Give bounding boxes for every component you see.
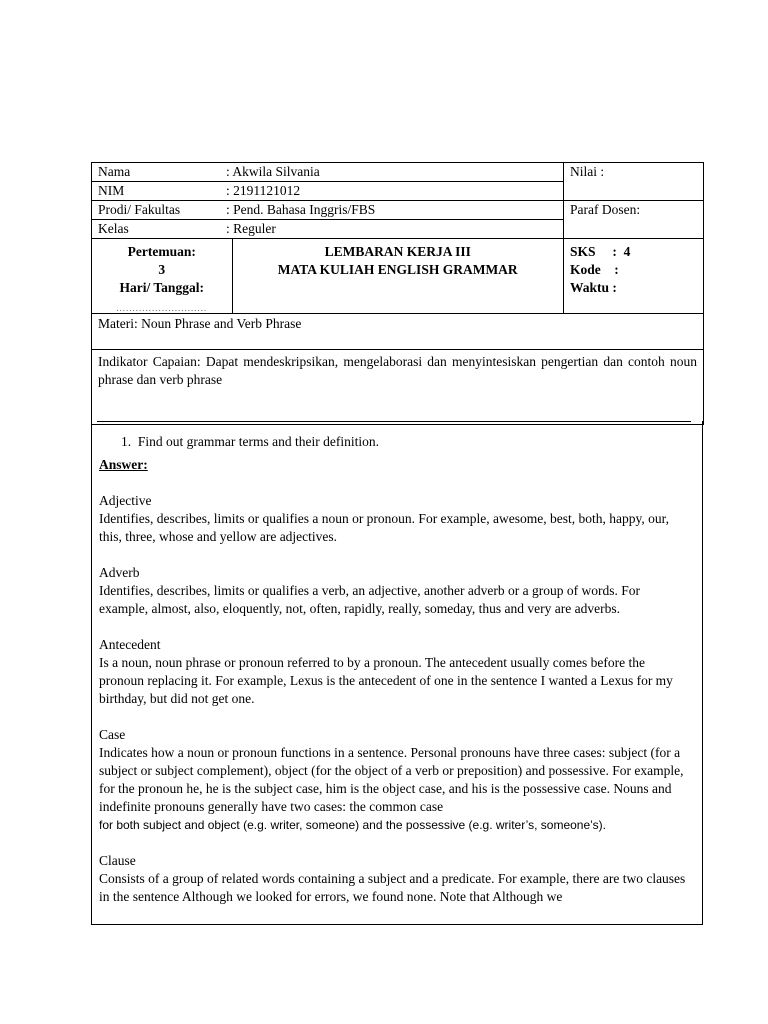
term-definition: Identifies, describes, limits or qualifies a noun or pronoun. For example, awesome, best, both, happy, our, this, three, whose and yellow are adjectives. xyxy=(99,511,669,544)
nama-value: : Akwila Silvania xyxy=(226,164,320,179)
title-row xyxy=(92,239,564,314)
question-number: 1. xyxy=(121,434,132,449)
term-clause xyxy=(99,852,688,906)
nilai-cell xyxy=(564,163,704,201)
term-title: Adverb xyxy=(99,565,140,580)
paraf-label: Paraf Dosen: xyxy=(570,202,641,217)
term-title: Clause xyxy=(99,853,136,868)
nim-value: : 2191121012 xyxy=(226,183,301,198)
term-definition: Is a noun, noun phrase or pronoun referred to by a pronoun. The antecedent usually comes before the pronoun replacing it. For example, Lexus is the antecedent of one in the sentence I wanted a Lexus for my birthday, but did not get one. xyxy=(99,655,673,706)
term-definition: Identifies, describes, limits or qualifies a verb, an adjective, another adverb or a group of words. For example, almost, also, eloquently, not, often, rapidly, really, someday, thus and very are adverbs. xyxy=(99,583,640,616)
answer-heading: Answer: xyxy=(99,457,148,472)
indikator-text: Indikator Capaian: Dapat mendeskripsikan, mengelaborasi dan menyintesiskan pengertian dan contoh noun phrase dan verb phrase xyxy=(98,354,697,387)
course-title: MATA KULIAH ENGLISH GRAMMAR xyxy=(277,262,518,277)
term-title: Antecedent xyxy=(99,637,161,652)
term-definition-tail: for both subject and object (e.g. writer, someone) and the possessive (e.g. writer’s, someone’s). xyxy=(99,818,606,832)
term-adjective xyxy=(99,492,688,546)
title-cell xyxy=(232,239,563,313)
sks-label: SKS : 4 xyxy=(570,244,631,259)
term-adverb xyxy=(99,564,688,618)
waktu-label: Waktu : xyxy=(570,280,617,295)
kelas-row xyxy=(92,220,564,239)
prodi-label: Prodi/ Fakultas xyxy=(98,202,181,217)
nim-row xyxy=(92,182,564,201)
nim-label: NIM xyxy=(98,183,125,198)
question-text: Find out grammar terms and their definition. xyxy=(137,434,379,449)
nama-label: Nama xyxy=(98,164,131,179)
kelas-value: : Reguler xyxy=(226,221,276,236)
worksheet-title: LEMBARAN KERJA III xyxy=(324,244,471,259)
term-definition: Consists of a group of related words containing a subject and a predicate. For example, there are two clauses in the sentence Although we looked for errors, we found none. Note that Although we xyxy=(99,871,686,904)
kode-label: Kode : xyxy=(570,262,619,277)
answer-box xyxy=(91,421,703,925)
title-inner-table xyxy=(92,239,563,313)
pertemuan-value: 3 xyxy=(158,262,166,277)
prodi-row xyxy=(92,201,564,220)
question-item xyxy=(121,433,688,451)
materi-text: Materi: Noun Phrase and Verb Phrase xyxy=(98,316,302,331)
materi-row xyxy=(92,314,704,350)
nama-row xyxy=(92,163,564,182)
tanggal-dots: ............................ xyxy=(116,303,208,313)
sks-cell xyxy=(564,239,704,314)
pertemuan-label: Pertemuan: xyxy=(127,244,196,259)
pertemuan-cell xyxy=(92,239,232,313)
term-antecedent xyxy=(99,636,688,708)
indikator-row xyxy=(92,350,704,425)
header-table xyxy=(91,162,704,425)
nilai-label: Nilai : xyxy=(570,164,605,179)
answer-content xyxy=(92,421,702,906)
term-title: Adjective xyxy=(99,493,152,508)
kelas-label: Kelas xyxy=(98,221,129,236)
hari-label: Hari/ Tanggal: xyxy=(119,280,204,295)
term-case xyxy=(99,726,688,834)
term-definition: Indicates how a noun or pronoun functions in a sentence. Personal pronouns have three cases: subject (for a subject or subject complement), object (for the object of a verb or preposition) and possessive. For example, for the pronoun he, he is the subject case, him is the object case, and his is the possessive case. Nouns and indefinite pronouns generally have two cases: the common case xyxy=(99,745,684,814)
term-title: Case xyxy=(99,727,126,742)
paraf-cell xyxy=(564,201,704,239)
prodi-value: : Pend. Bahasa Inggris/FBS xyxy=(226,202,376,217)
